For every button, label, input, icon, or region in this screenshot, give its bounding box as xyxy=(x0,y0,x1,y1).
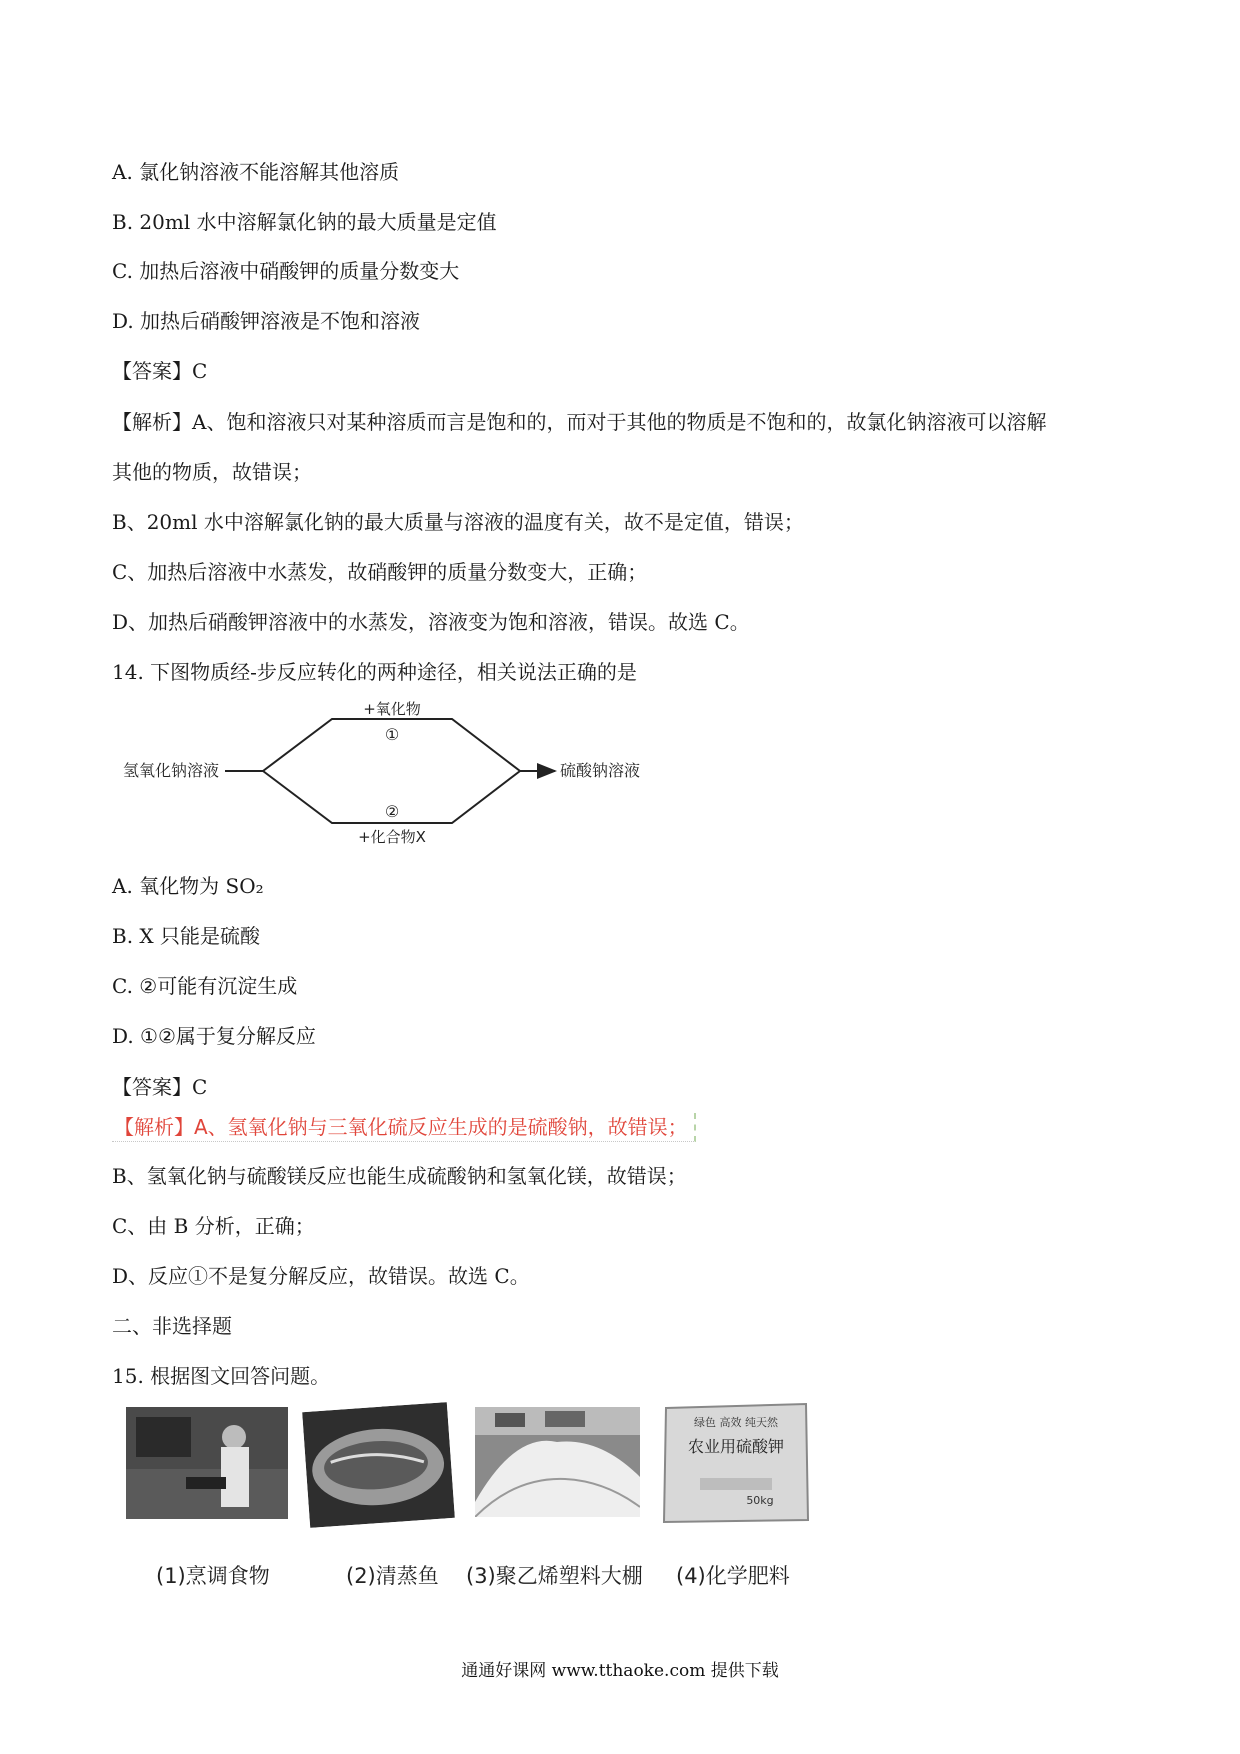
q14-answer: 【答案】C xyxy=(112,1075,208,1099)
diagram-start-label: 氢氧化钠溶液 xyxy=(123,761,220,780)
diagram-top-reagent: +氧化物 xyxy=(363,700,421,718)
diagram-bottom-reagent: +化合物X xyxy=(358,828,426,846)
q14-analysis-highlight: 【解析】A、氢氧化钠与三氧化硫反应生成的是硫酸钠，故错误； xyxy=(112,1113,696,1142)
q13-answer: 【答案】C xyxy=(112,359,208,383)
diagram-top-number: ① xyxy=(384,725,400,744)
section-heading: 二、非选择题 xyxy=(112,1314,232,1338)
q13-option-d: D. 加热后硝酸钾溶液是不饱和溶液 xyxy=(112,309,421,333)
bag-text-line: 绿色 高效 纯天然 xyxy=(694,1416,778,1429)
q13-analysis-line: D、加热后硝酸钾溶液中的水蒸发，溶液变为饱和溶液，错误。故选 C。 xyxy=(112,610,750,634)
bag-title: 农业用硫酸钾 xyxy=(687,1437,785,1456)
q14-option-b: B. X 只能是硫酸 xyxy=(112,924,261,948)
q15-stem: 15. 根据图文回答问题。 xyxy=(112,1364,331,1388)
diagram-bottom-number: ② xyxy=(384,802,400,821)
diagram-end-label: 硫酸钠溶液 xyxy=(560,761,641,780)
q13-analysis-line: 【解析】A、饱和溶液只对某种溶质而言是饱和的，而对于其他的物质是不饱和的，故氯化钠溶液可以溶解 xyxy=(112,410,1047,434)
greenhouse-photo xyxy=(475,1407,640,1517)
page-footer: 通通好课网 www.tthaoke.com 提供下载 xyxy=(461,1661,779,1681)
q14-option-c: C. ②可能有沉淀生成 xyxy=(112,974,298,998)
q13-option-c: C. 加热后溶液中硝酸钾的质量分数变大 xyxy=(112,259,460,283)
cooking-photo xyxy=(126,1407,288,1519)
photo-caption: (3)聚乙烯塑料大棚 xyxy=(466,1564,643,1588)
bag-weight: 50kg xyxy=(746,1494,774,1507)
fertilizer-bag-photo xyxy=(660,1400,812,1525)
q14-analysis-line: C、由 B 分析，正确； xyxy=(112,1214,315,1238)
q13-analysis-line: C、加热后溶液中水蒸发，故硝酸钾的质量分数变大，正确； xyxy=(112,560,648,584)
q14-option-d: D. ①②属于复分解反应 xyxy=(112,1024,316,1048)
photo-caption: (1)烹调食物 xyxy=(156,1564,270,1588)
q13-option-b: B. 20ml 水中溶解氯化钠的最大质量是定值 xyxy=(112,210,497,234)
q14-option-a: A. 氧化物为 SO₂ xyxy=(112,874,264,898)
q14-analysis-line: D、反应①不是复分解反应，故错误。故选 C。 xyxy=(112,1264,530,1288)
steamed-fish-photo xyxy=(302,1402,455,1528)
photo-caption: (4)化学肥料 xyxy=(676,1564,790,1588)
q13-analysis-line: B、20ml 水中溶解氯化钠的最大质量与溶液的温度有关，故不是定值，错误； xyxy=(112,510,804,534)
q13-analysis-line: 其他的物质，故错误； xyxy=(112,460,312,484)
q14-analysis-line: B、氢氧化钠与硫酸镁反应也能生成硫酸钠和氢氧化镁，故错误； xyxy=(112,1164,687,1188)
photo-caption: (2)清蒸鱼 xyxy=(346,1564,439,1588)
q13-option-a: A. 氯化钠溶液不能溶解其他溶质 xyxy=(112,160,400,184)
q14-stem: 14. 下图物质经-步反应转化的两种途径，相关说法正确的是 xyxy=(112,660,637,684)
reaction-pathway-diagram xyxy=(115,700,715,850)
